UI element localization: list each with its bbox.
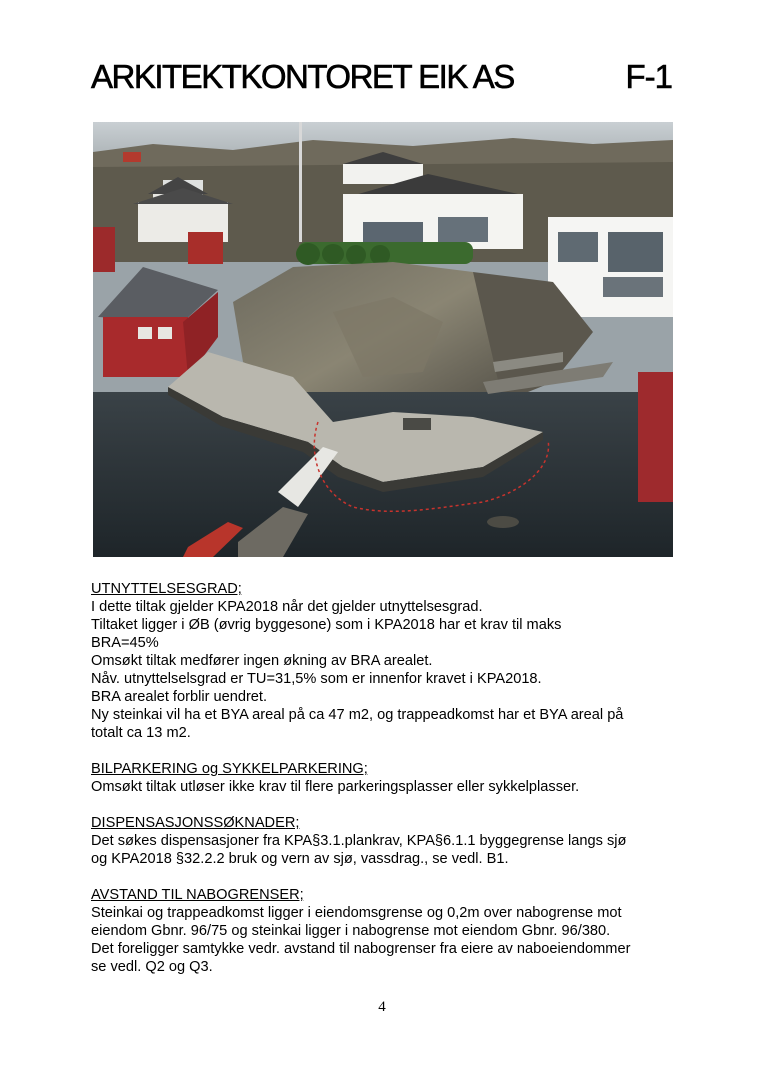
body-line: I dette tiltak gjelder KPA2018 når det gjelder utnyttelsesgrad.	[91, 599, 483, 615]
section-title: AVSTAND TIL NABOGRENSER;	[91, 887, 304, 903]
section-title: UTNYTTELSESGRAD;	[91, 581, 242, 597]
section-parkering	[91, 760, 681, 796]
section-avstand	[91, 886, 681, 976]
body-line: se vedl. Q2 og Q3.	[91, 959, 213, 975]
section-title: DISPENSASJONSSØKNADER;	[91, 815, 300, 831]
site-photo	[93, 122, 673, 557]
body-line: og KPA2018 §32.2.2 bruk og vern av sjø, vassdrag., se vedl. B1.	[91, 851, 509, 867]
page-number: 4	[378, 999, 386, 1015]
document-body	[91, 580, 681, 994]
body-line: BRA arealet forblir uendret.	[91, 689, 268, 705]
body-line: Tiltaket ligger i ØB (øvrig byggesone) som i KPA2018 har et krav til maks	[91, 617, 562, 633]
body-line: Omsøkt tiltak utløser ikke krav til flere parkeringsplasser eller sykkelplasser.	[91, 779, 580, 795]
document-code: F-1	[625, 58, 672, 95]
body-line: Ny steinkai vil ha et BYA areal på ca 47 m2, og trappeadkomst har et BYA areal på	[91, 707, 624, 723]
section-dispensasjon	[91, 814, 681, 868]
body-line: eiendom Gbnr. 96/75 og steinkai ligger i nabogrense mot eiendom Gbnr. 96/380.	[91, 923, 611, 939]
body-line: Det foreligger samtykke vedr. avstand til nabogrenser fra eiere av naboeiendommer	[91, 941, 631, 957]
body-line: Nåv. utnyttelselsgrad er TU=31,5% som er innenfor kravet i KPA2018.	[91, 671, 542, 687]
section-title: BILPARKERING og SYKKELPARKERING;	[91, 761, 368, 777]
company-title: ARKITEKTKONTORET EIK AS	[91, 58, 514, 95]
body-line: totalt ca 13 m2.	[91, 725, 191, 741]
section-utnyttelsesgrad	[91, 580, 681, 742]
body-line: Det søkes dispensasjoner fra KPA§3.1.plankrav, KPA§6.1.1 byggegrense langs sjø	[91, 833, 627, 849]
body-line: BRA=45%	[91, 635, 159, 651]
body-line: Omsøkt tiltak medfører ingen økning av BRA arealet.	[91, 653, 433, 669]
body-line: Steinkai og trappeadkomst ligger i eiendomsgrense og 0,2m over nabogrense mot	[91, 905, 622, 921]
